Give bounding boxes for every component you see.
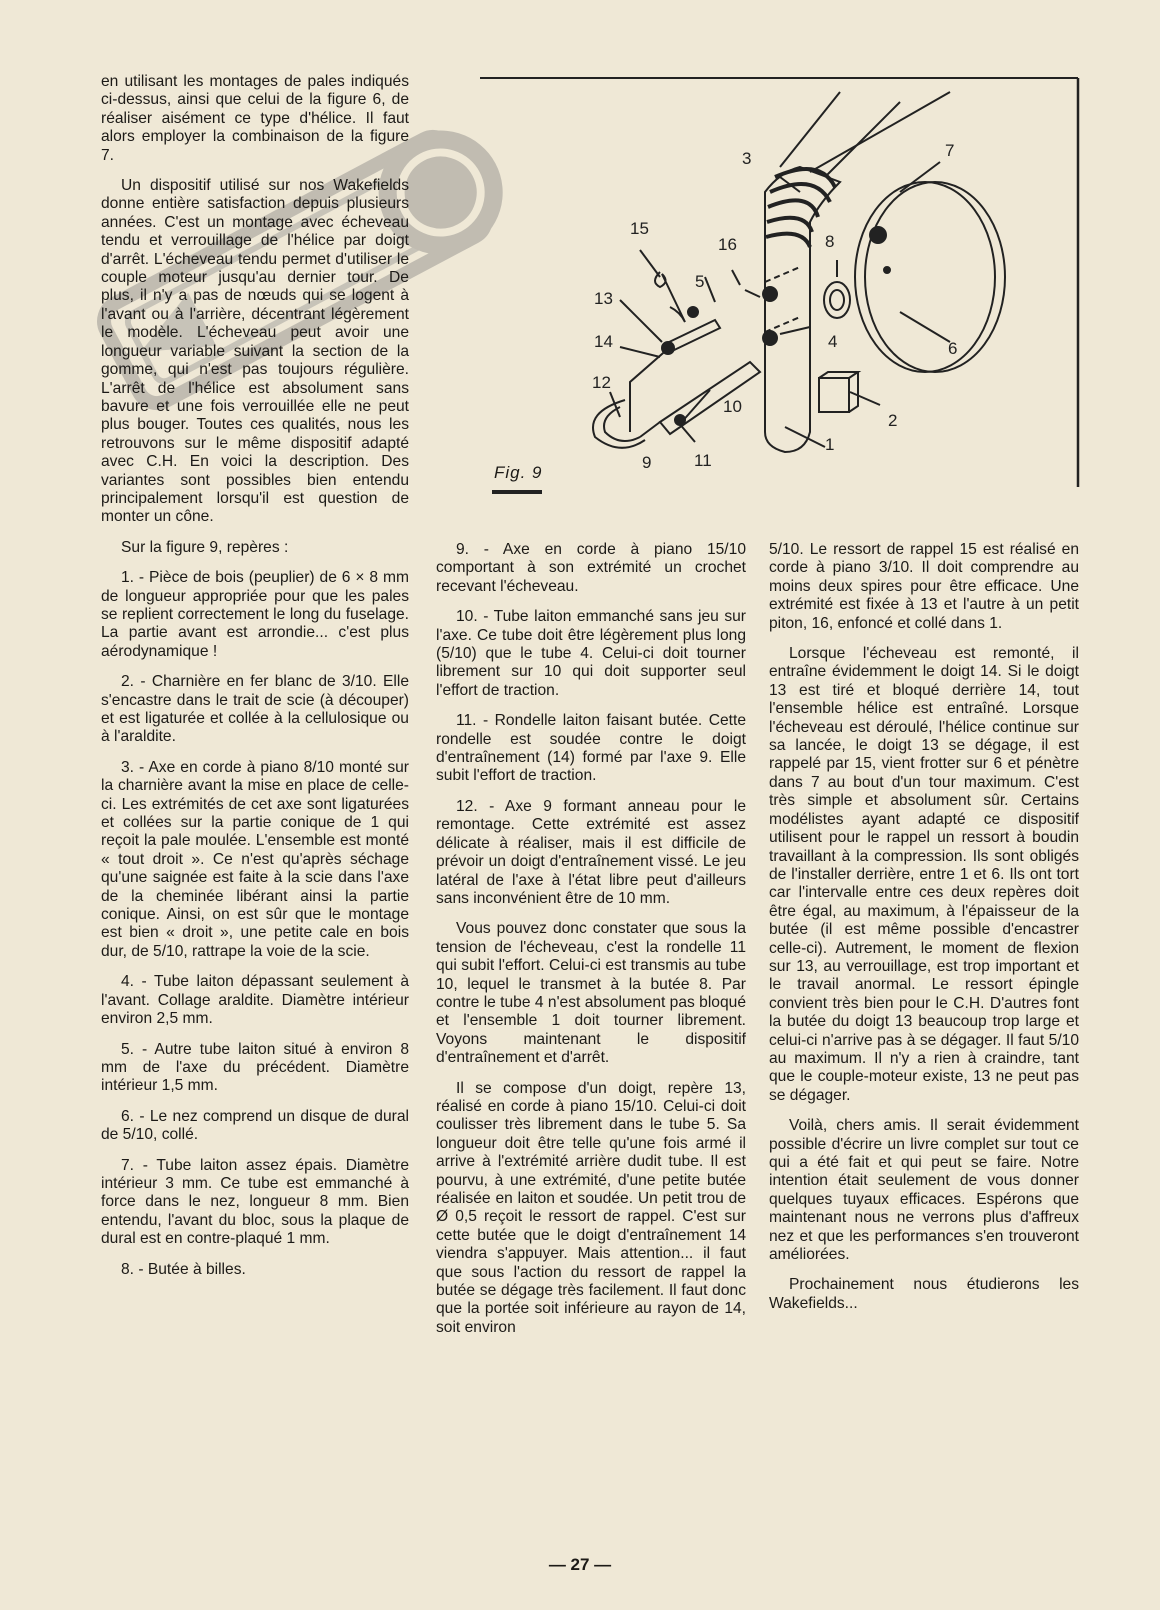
figure-label: 12 <box>592 373 611 392</box>
figure-label: 4 <box>828 332 838 351</box>
caption-underline <box>492 490 542 494</box>
figure-label: 13 <box>594 289 613 308</box>
paragraph: Prochainement nous étudierons les Wakefields... <box>769 1276 1079 1312</box>
paragraph: 12. - Axe 9 formant anneau pour le remontage. Cette extrémité est assez délicate à réaliser, mais il est difficile de prévoir un doigt d'entraînement vissé. Le jeu latéral de l'axe à l'état libre peut d'ailleurs sans inconvénient être de 10 mm. <box>436 797 746 907</box>
figure-label: 5 <box>695 272 705 291</box>
figure-label: 2 <box>888 411 898 430</box>
paragraph: 8. - Butée à billes. <box>121 1260 246 1278</box>
page-number: — 27 — <box>548 1555 612 1574</box>
paragraph: Vous pouvez donc constater que sous la tension de l'écheveau, c'est la rondelle 11 qui subit l'effort. Celui-ci est transmis au tube 10, lequel le transmet à la butée 8. Par contre le tube 4 n'est absolument pas bloqué et l'ensemble 1 doit tourner librement. Voyons maintenant le dispositif d'entraînement et d'arrêt. <box>436 920 746 1067</box>
figure-label: 11 <box>694 451 712 470</box>
paragraph: 11. - Rondelle laiton faisant butée. Cette rondelle est soudée contre le doigt d'entraînement (14) formé par l'axe 9. Elle subit l'effort de traction. <box>436 712 746 785</box>
paragraph: 4. - Tube laiton dépassant seulement à l'avant. Collage araldite. Diamètre intérieur environ 2,5 mm. <box>101 973 409 1028</box>
paragraph: Un dispositif utilisé sur nos Wakefields donne entière satisfaction depuis plusieurs années. C'est un montage avec écheveau tendu et verrouillage de l'hélice par doigt d'arrêt. L'écheveau tendu permet d'utiliser le couple moteur jusqu'au dernier tour. De plus, il n'y a pas de nœuds qui se logent à l'avant ou à l'arrière, décentrant légèrement le modèle. L'écheveau peut avoir une longueur variable suivant la section de la gomme, qui n'est pas toujours régulière. L'arrêt de l'hélice est absolument sans bavure et une fois verrouillée elle ne peut plus bouger. Toutes ces qualités, nous les retrouvons sur le même dispositif adapté avec C.H. En voici la description. Des variantes sont possibles bien entendu principalement lorsqu'il est question de monter un cône. <box>101 177 409 526</box>
paragraph: 3. - Axe en corde à piano 8/10 monté sur la charnière avant la mise en place de celle-ci. Les extrémités de cet axe sont ligaturées et collées sur la partie conique de 1 qui reçoit la pale moulée. L'ensemble est monté « tout droit ». Ce n'est qu'après séchage qu'une saignée est faite à la scie dans l'axe de la cheminée libérant ainsi la partie conique. Ainsi, on est sûr que le montage est bien « droit », une petite cale en bois dur, de 5/10, rattrape la voie de la scie. <box>101 758 409 960</box>
figure-9-diagram <box>480 72 1080 502</box>
figure-label: 9 <box>642 453 652 472</box>
figure-label: 6 <box>948 339 958 358</box>
figure-label: 1 <box>825 435 835 454</box>
paragraph: Il se compose d'un doigt, repère 13, réalisé en corde à piano 15/10. Celui-ci doit coulisser très librement dans le tube 5. Sa longueur doit être telle qu'une fois armé il arrive à l'extrémité arrière dudit tube. Il est pourvu, à une extrémité, d'une petite butée réalisée en laiton et soudée. Un petit trou de Ø 0,5 reçoit le ressort de rappel. C'est sur cette butée que le doigt d'entraînement 14 viendra s'appuyer. Mais attention... il faut que sous l'action du ressort de rappel la butée se dégage très facilement. Il faut donc que la portée soit inférieure au rayon de 14, soit environ <box>436 1079 746 1336</box>
paragraph: 9. - Axe en corde à piano 15/10 comportant à son extrémité un crochet recevant l'écheveau. <box>436 541 746 595</box>
paragraph: Voilà, chers amis. Il serait évidemment possible d'écrire un livre complet sur tout ce qui a été fait et qui peut se faire. Notre intention était seulement de vous donner quelques tuyaux efficaces. Espérons que maintenant nous ne verrons plus d'affreux nez et que les performances s'en trouveront améliorées. <box>769 1117 1079 1264</box>
paragraph: 1. - Pièce de bois (peuplier) de 6 × 8 mm de longueur appropriée pour que les pales se replient correctement le long du fuselage. La partie avant est arrondie... c'est plus aérodynamique ! <box>101 569 409 660</box>
paragraph: 10. - Tube laiton emmanché sans jeu sur l'axe. Ce tube doit être légèrement plus long (5/10) que le tube 4. Celui-ci doit tourner librement sur 10 qui doit supporter seul l'effort de traction. <box>436 608 746 699</box>
paragraph: en utilisant les montages de pales indiqués ci-dessus, ainsi que celui de la figure 6, de réaliser aisément ce type d'hélice. Il faut alors employer la combinaison de la figure 7. <box>101 73 409 164</box>
figure-label: 15 <box>630 219 649 238</box>
paragraph: 2. - Charnière en fer blanc de 3/10. Elle s'encastre dans le trait de scie (à découper) et est ligaturée et collée à la cellulosique ou à l'araldite. <box>101 673 409 746</box>
figure-label: 7 <box>945 141 955 160</box>
figure-label: 3 <box>742 149 752 168</box>
paragraph: 5. - Autre tube laiton situé à environ 8 mm de l'axe du précédent. Diamètre intérieur 1,5 mm. <box>101 1040 409 1095</box>
paragraph: 5/10. Le ressort de rappel 15 est réalisé en corde à piano 3/10. Il doit comprendre au moins deux spires pour être efficace. Une extrémité est fixée à 13 et l'autre à un petit piton, 16, enfoncé et collé dans 1. <box>769 541 1079 632</box>
figure-caption: Fig. 9 <box>494 463 543 482</box>
paragraph: 6. - Le nez comprend un disque de dural de 5/10, collé. <box>101 1107 409 1144</box>
paragraph: Sur la figure 9, repères : <box>121 538 289 556</box>
paragraph: Lorsque l'écheveau est remonté, il entraîne évidemment le doigt 14. Si le doigt 13 est tiré et bloqué derrière 14, tout l'ensemble hélice est entraîné. Lorsque l'écheveau est déroulé, l'hélice continue sur sa lancée, le doigt 13 se dégage, il est rappelé par 15, vient frotter sur 6 et pénètre dans 7 au bout d'un tour maximum. C'est très simple et absolument sûr. Certains modélistes ayant adapté ce dispositif utilisent pour le rappel un ressort à boudin travaillant à la compression. Ils sont obligés de l'installer derrière, entre 1 et 6. Ils ont tort car l'intervalle entre ces deux repères doit être égal, au maximum, à l'épaisseur de la butée (il est même possible d'encastrer celle-ci). Autrement, le moment de flexion sur 13, au verrouillage, est trop important et le travail anormal. Le ressort épingle convient très bien pour le C.H. D'autres font la butée du doigt 13 beaucoup trop large et celui-ci n'arrive pas à se dégager. Il faut 5/10 au maximum. Il n'y a rien à craindre, tant que le couple-moteur existe, 13 ne peut pas se dégager. <box>769 645 1079 1104</box>
figure-label: 14 <box>594 332 613 351</box>
paragraph: 7. - Tube laiton assez épais. Diamètre intérieur 3 mm. Ce tube est emmanché à force dans le nez, longueur 8 mm. Bien entendu, l'avant du bloc, sous la plaque de dural est en contre-plaqué 1 mm. <box>101 1156 409 1248</box>
text-column-2 <box>436 541 746 1349</box>
figure-label: 16 <box>718 235 737 254</box>
text-column-3 <box>769 541 1079 1325</box>
figure-label: 8 <box>825 232 835 251</box>
text-column-1 <box>101 73 409 1291</box>
figure-label: 10 <box>723 397 742 416</box>
